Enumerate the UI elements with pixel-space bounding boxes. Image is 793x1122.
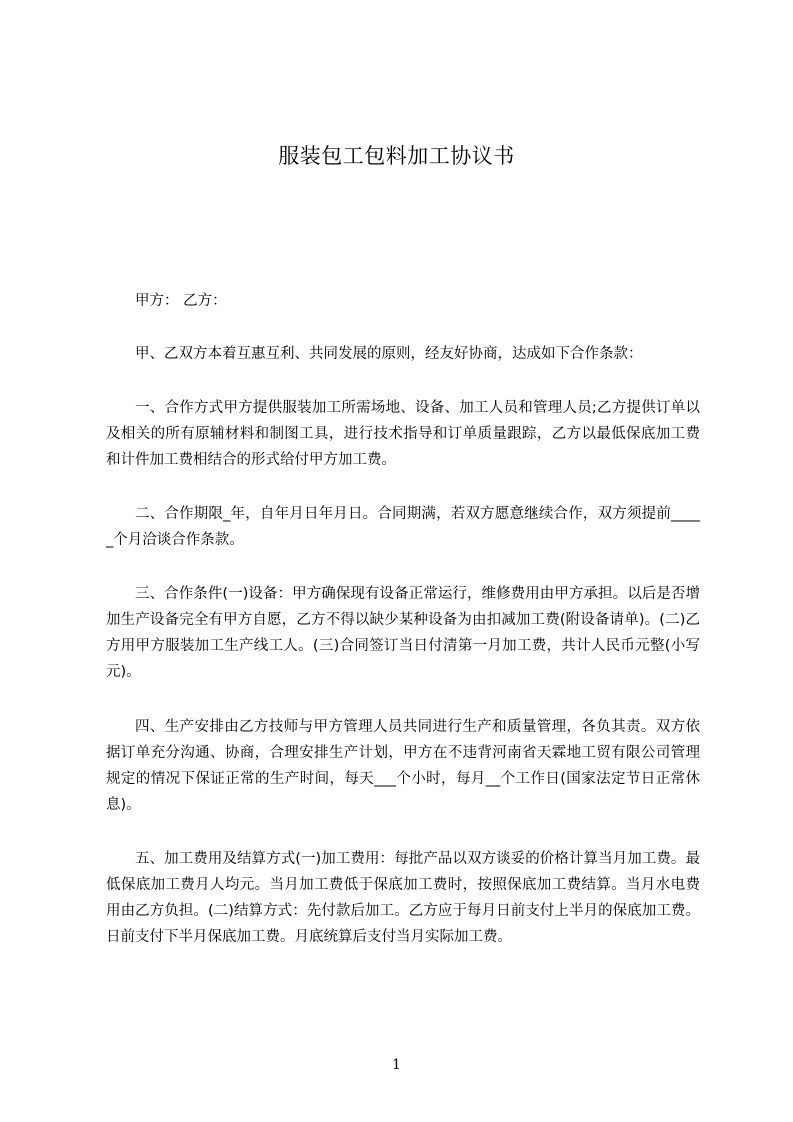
intro-paragraph: 甲、乙双方本着互惠互利、共同发展的原则，经友好协商，达成如下合作条款： bbox=[135, 346, 643, 362]
clause-fees-and-settlement: 五、加工费用及结算方式(一)加工费用：每批产品以双方谈妥的价格计算当月加工费。最低保底加工费月人均元。当月加工费低于保底加工费时，按照保底加工费结算。当月水电费用由乙方负担。(二)结算方式：先付款后加工。乙方应于每月日前支付上半月的保底加工费。日前支付下半月保底加工费。月底统算后支付当月实际加工费。 bbox=[106, 851, 700, 945]
parties-line: 甲方： 乙方： bbox=[135, 293, 227, 309]
clause-production-arrangement: 四、生产安排由乙方技师与甲方管理人员共同进行生产和质量管理，各负其责。双方依据订单充分沟通、协商，合理安排生产计划，甲方在不违背河南省天霖地工贸有限公司管理规定的情况下保证正常的生产时间，每天___个小时，每月__个工作日(国家法定节日正常休息)。 bbox=[106, 719, 700, 813]
clause-cooperation-conditions: 三、合作条件(一)设备：甲方确保现有设备正常运行，维修费用由甲方承担。以后是否增加生产设备完全有甲方自愿，乙方不得以缺少某种设备为由扣减加工费(附设备请单)。(二)乙方用甲方服装加工生产线工人。(三)合同签订当日付清第一月加工费，共计人民币元整(小写元)。 bbox=[106, 586, 700, 680]
page-title: 服装包工包料加工协议书 bbox=[278, 144, 515, 168]
page-number: 1 bbox=[392, 1057, 401, 1073]
clause-cooperation-method: 一、合作方式甲方提供服装加工所需场地、设备、加工人员和管理人员;乙方提供订单以及相关的所有原辅材料和制图工具，进行技术指导和订单质量跟踪，乙方以最低保底加工费和计件加工费相结合的形式给付甲方加工费。 bbox=[106, 400, 700, 468]
clause-cooperation-term: 二、合作期限_年，自年月日年月日。合同期满，若双方愿意继续合作，双方须提前_____个月洽谈合作条款。 bbox=[106, 506, 700, 548]
